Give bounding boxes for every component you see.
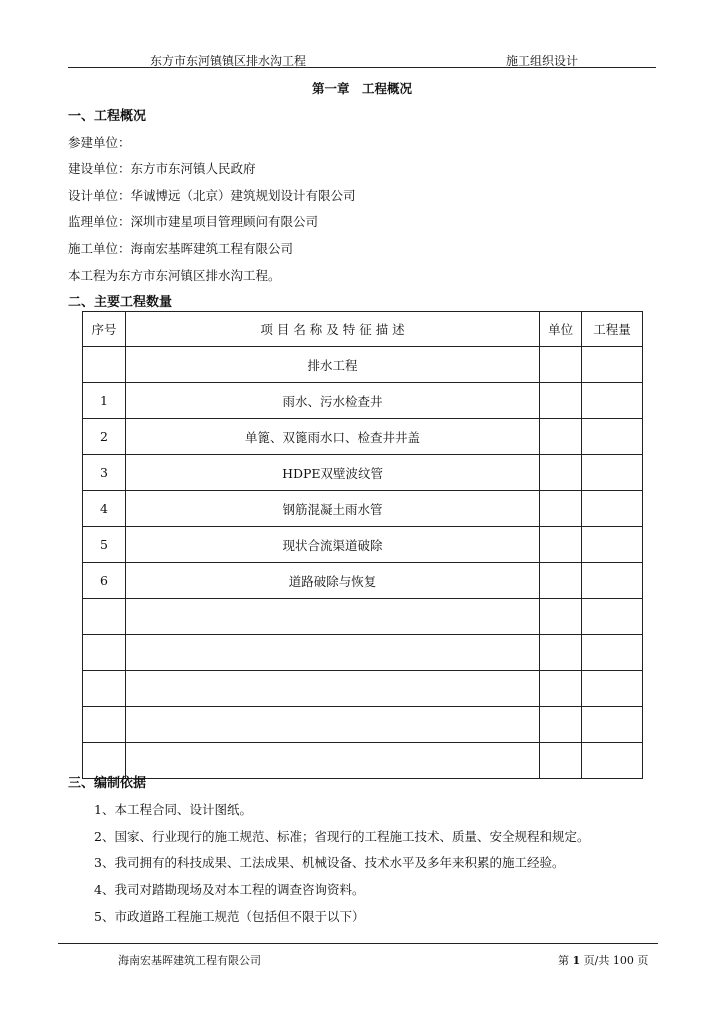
row-index [83, 635, 126, 671]
participant-units-label: 参建单位： [68, 135, 131, 150]
header-cell-unit: 单位 [540, 312, 582, 347]
row-unit [540, 383, 582, 419]
row-unit [540, 491, 582, 527]
row-unit [540, 527, 582, 563]
chapter-title: 第一章 工程概况 [311, 81, 412, 96]
footer-rule [58, 943, 658, 944]
construction-unit: 施工单位：海南宏基晖建筑工程有限公司 [68, 241, 294, 256]
row-quantity [582, 491, 643, 527]
row-index: 4 [83, 491, 126, 527]
row-unit [540, 419, 582, 455]
row-index [83, 671, 126, 707]
table-row [83, 491, 643, 527]
header-document-type: 施工组织设计 [506, 54, 579, 68]
footer-company: 海南宏基晖建筑工程有限公司 [118, 954, 261, 967]
basis-item-3: 3、我司拥有的科技成果、工法成果、机械设备、技术水平及多年来积累的施工经验。 [94, 855, 565, 870]
basis-item-5: 5、市政道路工程施工规范（包括但不限于以下） [94, 909, 365, 924]
row-quantity [582, 743, 643, 779]
row-unit [540, 599, 582, 635]
basis-item-4: 4、我司对踏勘现场及对本工程的调查咨询资料。 [94, 882, 365, 897]
row-unit [540, 347, 582, 383]
section-2-title: 二、主要工程数量 [68, 295, 173, 310]
table-row [83, 527, 643, 563]
row-index: 5 [83, 527, 126, 563]
table-row [83, 419, 643, 455]
table-row [83, 455, 643, 491]
basis-item-2: 2、国家、行业现行的施工规范、标准；省现行的工程施工技术、质量、安全规程和规定。 [94, 829, 590, 844]
row-index [83, 599, 126, 635]
table-row [83, 563, 643, 599]
row-quantity [582, 563, 643, 599]
row-description: 排水工程 [125, 347, 539, 383]
row-index [83, 707, 126, 743]
row-unit [540, 635, 582, 671]
row-description [125, 743, 539, 779]
client-unit: 建设单位：东方市东河镇人民政府 [68, 161, 256, 176]
row-quantity [582, 599, 643, 635]
page-prefix: 第 [558, 954, 569, 967]
row-quantity [582, 347, 643, 383]
design-unit: 设计单位：华诚博远（北京）建筑规划设计有限公司 [68, 188, 356, 203]
row-index: 3 [83, 455, 126, 491]
row-quantity [582, 527, 643, 563]
header-cell-index: 序号 [83, 312, 126, 347]
table-row [83, 383, 643, 419]
header-cell-quantity: 工程量 [582, 312, 643, 347]
row-quantity [582, 671, 643, 707]
row-quantity [582, 455, 643, 491]
row-index: 2 [83, 419, 126, 455]
row-index [83, 347, 126, 383]
table-row [83, 671, 643, 707]
row-unit [540, 671, 582, 707]
section-3-title: 三、编制依据 [68, 776, 147, 791]
header-cell-description: 项 目 名 称 及 特 征 描 述 [125, 312, 539, 347]
table-row [83, 743, 643, 779]
row-description: HDPE双壁波纹管 [125, 455, 539, 491]
table-row [83, 599, 643, 635]
page-current: 1 [572, 954, 581, 967]
basis-item-1: 1、本工程合同、设计图纸。 [94, 802, 252, 817]
page-suffix: 页/共 100 页 [583, 954, 649, 967]
table-row [83, 707, 643, 743]
row-unit [540, 563, 582, 599]
row-unit [540, 455, 582, 491]
row-description [125, 671, 539, 707]
header-rule [68, 67, 656, 68]
row-description: 道路破除与恢复 [125, 563, 539, 599]
project-statement: 本工程为东方市东河镇区排水沟工程。 [68, 268, 281, 283]
row-description [125, 635, 539, 671]
row-description [125, 599, 539, 635]
row-description: 单篦、双篦雨水口、检查井井盖 [125, 419, 539, 455]
row-unit [540, 707, 582, 743]
row-description: 钢筋混凝土雨水管 [125, 491, 539, 527]
row-index: 6 [83, 563, 126, 599]
table-row [83, 347, 643, 383]
row-index: 1 [83, 383, 126, 419]
table-header-row [83, 312, 643, 347]
header-project-name: 东方市东河镇镇区排水沟工程 [150, 54, 307, 68]
row-description: 现状合流渠道破除 [125, 527, 539, 563]
row-description: 雨水、污水检查井 [125, 383, 539, 419]
quantity-table [82, 311, 643, 779]
row-quantity [582, 707, 643, 743]
section-1-title: 一、工程概况 [68, 109, 147, 124]
table-row [83, 635, 643, 671]
supervision-unit: 监理单位：深圳市建星项目管理顾问有限公司 [68, 214, 319, 229]
row-quantity [582, 635, 643, 671]
row-quantity [582, 419, 643, 455]
row-unit [540, 743, 582, 779]
row-description [125, 707, 539, 743]
footer-page-number [558, 952, 648, 968]
row-quantity [582, 383, 643, 419]
